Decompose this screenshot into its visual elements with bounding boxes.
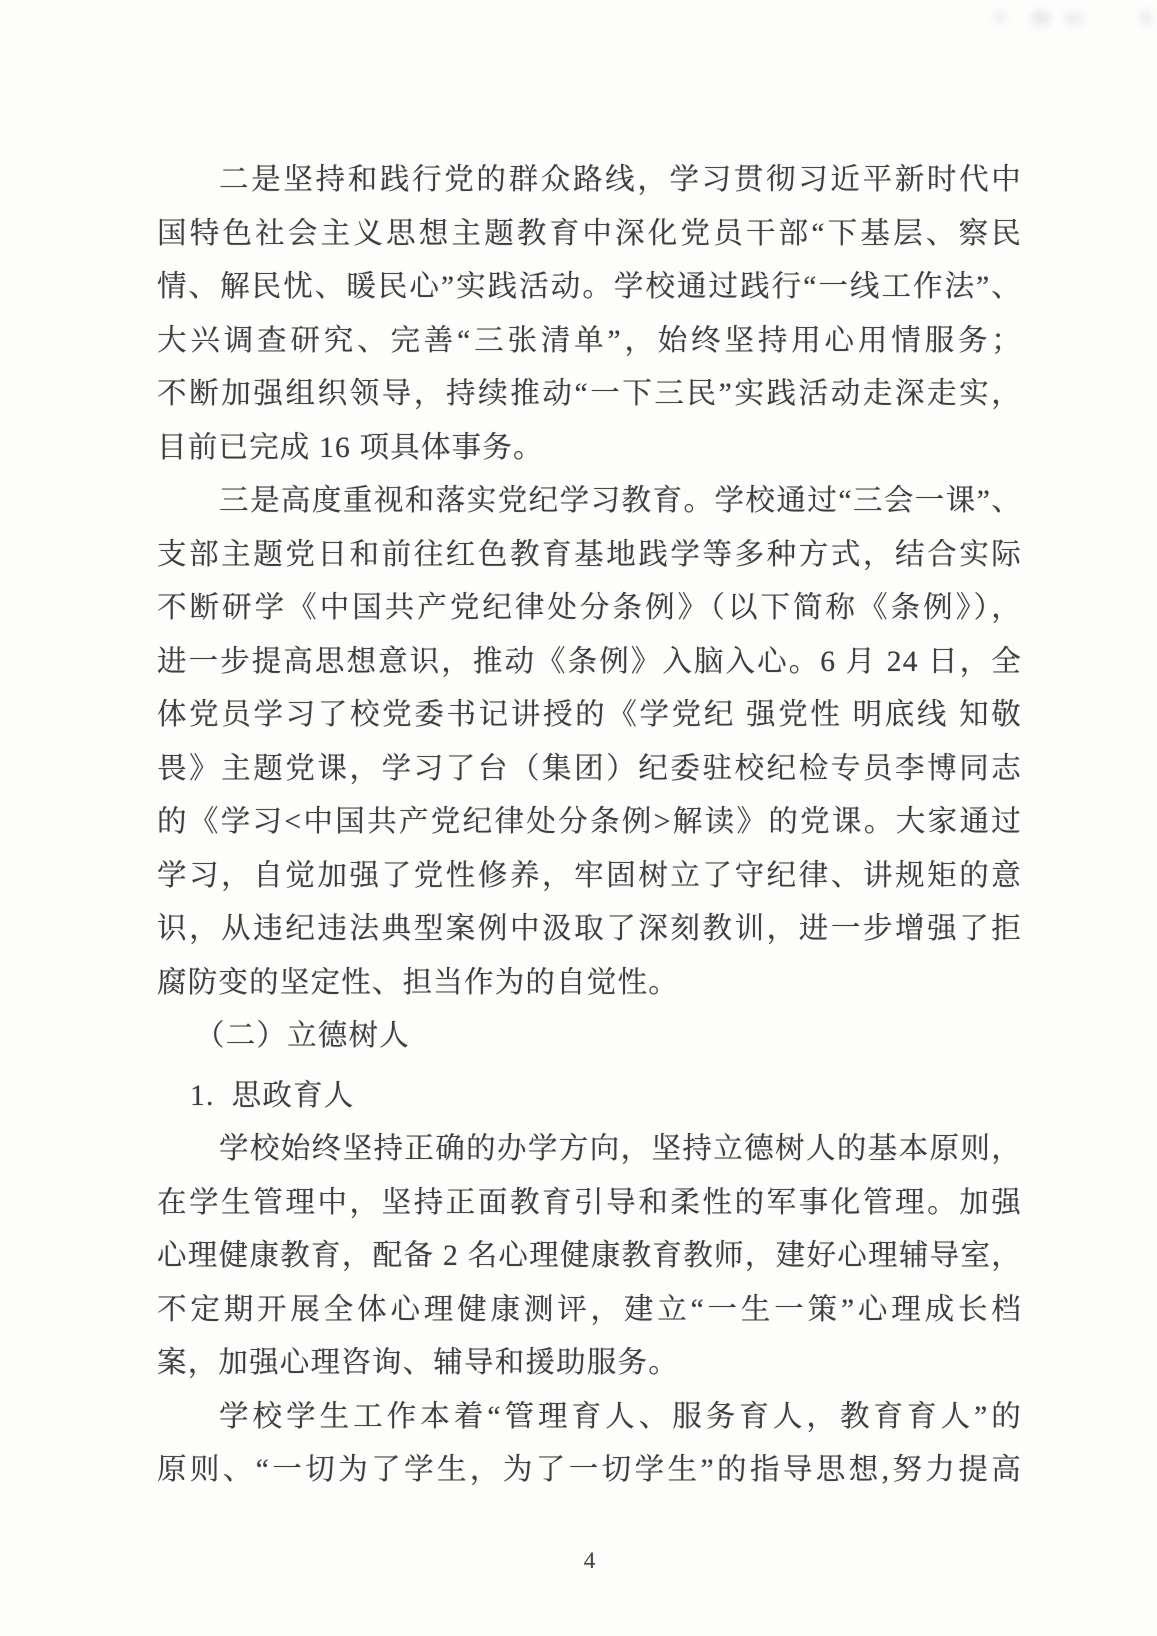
subsection-heading: 1. 思政育人	[190, 1079, 355, 1112]
paragraph-line: 学校学生工作本着“管理育人、服务育人，教育育人”的	[219, 1400, 1022, 1433]
paragraph-line: 学校始终坚持正确的办学方向，坚持立德树人的基本原则，	[219, 1133, 1022, 1165]
document-body	[157, 154, 1022, 1498]
paragraph-line: 案，加强心理咨询、辅导和援助服务。	[157, 1347, 679, 1379]
page-number: 4	[583, 1548, 596, 1573]
paragraph-line: 大兴调查研究、完善“三张清单”，始终坚持用心用情服务；	[157, 324, 1022, 357]
page-footer	[157, 1548, 1022, 1574]
paragraph-line: 情、解民忧、暖民心”实践活动。学校通过践行“一线工作法”、	[157, 271, 1022, 303]
paragraph-line: 二是坚持和践行党的群众路线，学习贯彻习近平新时代中	[219, 164, 1022, 196]
paragraph-line: 心理健康教育，配备 2 名心理健康教育教师，建好心理辅导室，	[157, 1240, 1022, 1272]
paragraph-line: 学习，自觉加强了党性修养，牢固树立了守纪律、讲规矩的意	[157, 859, 1022, 892]
scan-smudge	[1032, 11, 1050, 25]
paragraph-line: 国特色社会主义思想主题教育中深化党员干部“下基层、察民	[157, 217, 1022, 250]
scan-smudge	[995, 12, 1005, 24]
paragraph-line: 不断加强组织领导，持续推动“一下三民”实践活动走深走实，	[157, 378, 1022, 410]
paragraph-line: 畏》主题党课，学习了台（集团）纪委驻校纪检专员李博同志	[157, 752, 1022, 785]
scan-smudge	[1065, 12, 1082, 25]
paragraph-line: 目前已完成 16 项具体事务。	[157, 431, 544, 464]
paragraph-line: 不定期开展全体心理健康测评，建立“一生一策”心理成长档	[157, 1293, 1022, 1326]
paragraph-line: 的《学习<中国共产党纪律处分条例>解读》的党课。大家通过	[157, 806, 1022, 838]
paragraph-line: 三是高度重视和落实党纪学习教育。学校通过“三会一课”、	[219, 485, 1022, 517]
paragraph-line: 识，从违纪违法典型案例中汲取了深刻教训，进一步增强了拒	[157, 913, 1022, 945]
scan-smudge	[1141, 11, 1151, 25]
paragraph-line: 腐防变的坚定性、担当作为的自觉性。	[157, 966, 679, 999]
paragraph-line: 在学生管理中，坚持正面教育引导和柔性的军事化管理。加强	[157, 1186, 1022, 1219]
paragraph-line: 支部主题党日和前往红色教育基地践学等多种方式，结合实际	[157, 538, 1022, 571]
paragraph-line: 原则、“一切为了学生，为了一切学生”的指导思想,努力提高	[157, 1454, 1022, 1486]
paragraph-line: 进一步提高思想意识，推动《条例》入脑入心。6 月 24 日，全	[157, 645, 1022, 678]
paragraph-line: 不断研学《中国共产党纪律处分条例》（以下简称《条例》），	[157, 592, 1022, 624]
paragraph-line: 体党员学习了校党委书记讲授的《学党纪 强党性 明底线 知敬	[157, 699, 1022, 731]
section-heading: （二）立德树人	[195, 1020, 410, 1052]
